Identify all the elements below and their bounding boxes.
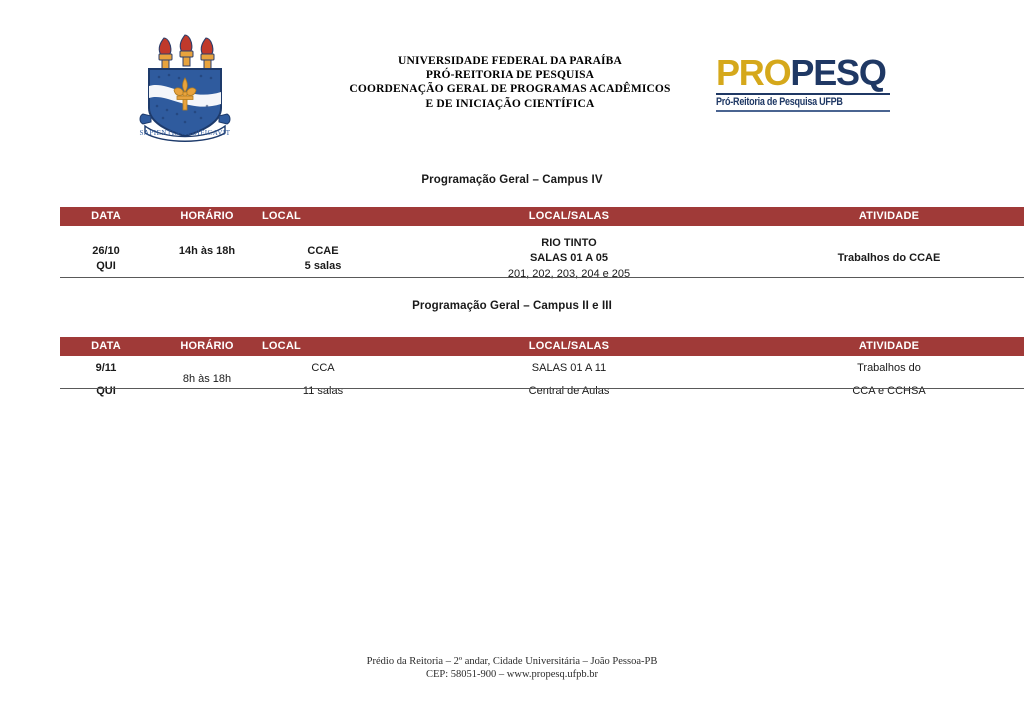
- section-title-campus-2-3: Programação Geral – Campus II e III: [412, 300, 612, 312]
- table-row: [60, 356, 1024, 379]
- cell-local-line-2: 11 salas: [302, 384, 344, 397]
- document-footer: [0, 655, 1024, 681]
- cell-local-salas: [384, 226, 754, 290]
- cell-local-salas-line-1: SALAS 01 A 11: [531, 361, 607, 374]
- propesq-divider-bottom: [716, 110, 890, 112]
- table-header-row: [60, 207, 1024, 226]
- propesq-wordmark-pro: PRO: [716, 52, 791, 93]
- cell-data-line-1: 26/10: [92, 244, 120, 257]
- propesq-wordmark-pesq: PESQ: [790, 52, 886, 93]
- cell-local-salas-line-2: Central de Aulas: [528, 384, 610, 397]
- document-header: [0, 26, 1024, 146]
- footer-cep-website: CEP: 58051-900 – www.propesq.ufpb.br: [426, 669, 598, 680]
- column-header-atividade: ATIVIDADE: [754, 337, 1024, 356]
- cell-local-salas-line-3: 201, 202, 203, 204 e 205: [507, 267, 631, 280]
- cell-local: [262, 226, 384, 290]
- cell-horario-line-1: 14h às 18h: [178, 244, 236, 257]
- table-bottom-rule-campus-4: [60, 277, 1024, 278]
- table-bottom-rule-campus-2-3: [60, 388, 1024, 389]
- cell-data-line-2: QUI: [96, 260, 116, 272]
- cell-local-salas-line-2: SALAS 01 A 05: [529, 252, 609, 265]
- section-title-campus-4: Programação Geral – Campus IV: [421, 174, 603, 186]
- propesq-divider-top: [716, 93, 890, 95]
- institution-title-line-4: E DE INICIAÇÃO CIENTÍFICA: [425, 97, 595, 110]
- propesq-wordmark: [716, 54, 896, 92]
- schedule-table-campus-2-3: [60, 337, 1024, 402]
- ufpb-coat-of-arms-icon: [133, 30, 237, 146]
- cell-atividade: [754, 226, 1024, 290]
- table-header-campus-2-3: [60, 337, 1024, 356]
- institution-title-line-2: PRÓ-REITORIA DE PESQUISA: [425, 69, 595, 82]
- column-header-data: DATA: [60, 207, 152, 226]
- cell-local-line-1: CCAE: [307, 244, 339, 257]
- table-body-campus-4: [60, 226, 1024, 290]
- column-header-local: LOCAL: [262, 207, 384, 226]
- footer-address: Prédio da Reitoria – 2º andar, Cidade Universitária – João Pessoa-PB: [366, 656, 658, 667]
- column-header-atividade: ATIVIDADE: [754, 207, 1024, 226]
- cell-atividade-line-1: Trabalhos do CCAE: [837, 252, 941, 265]
- cell-data-line-2: QUI: [96, 384, 116, 397]
- table-header-campus-4: [60, 207, 1024, 226]
- column-header-data: DATA: [60, 337, 152, 356]
- cell-horario: [152, 226, 262, 290]
- column-header-local-salas: LOCAL/SALAS: [384, 207, 754, 226]
- cell-atividade-line-1: Trabalhos do: [857, 361, 921, 374]
- institution-title-line-3: COORDENAÇÃO GERAL DE PROGRAMAS ACADÊMICOS: [349, 83, 671, 96]
- cell-local-line-2: 5 salas: [304, 260, 342, 272]
- cell-horario: 8h às 18h: [182, 373, 232, 385]
- svg-text:SAPIENTIA AEDIFICAVIT: SAPIENTIA AEDIFICAVIT: [139, 129, 231, 137]
- column-header-local-salas: LOCAL/SALAS: [384, 337, 754, 356]
- cell-atividade-line-2: CCA e CCHSA: [852, 384, 926, 397]
- column-header-local: LOCAL: [262, 337, 384, 356]
- table-body-campus-2-3: [60, 356, 1024, 402]
- column-header-horario: HORÁRIO: [152, 207, 262, 226]
- cell-local-line-1: CCA: [311, 361, 335, 374]
- institution-title-line-1: UNIVERSIDADE FEDERAL DA PARAÍBA: [398, 55, 622, 67]
- cell-data-line-1: 9/11: [95, 361, 117, 374]
- column-header-horario: HORÁRIO: [152, 337, 262, 356]
- table-row: [60, 226, 1024, 290]
- propesq-subtitle: Pró-Reitoria de Pesquisa UFPB: [716, 96, 843, 108]
- table-header-row: [60, 337, 1024, 356]
- cell-data: [60, 226, 152, 290]
- propesq-logo: [716, 54, 896, 116]
- cell-local-salas-line-1: RIO TINTO: [541, 236, 597, 249]
- institution-title: [300, 54, 720, 111]
